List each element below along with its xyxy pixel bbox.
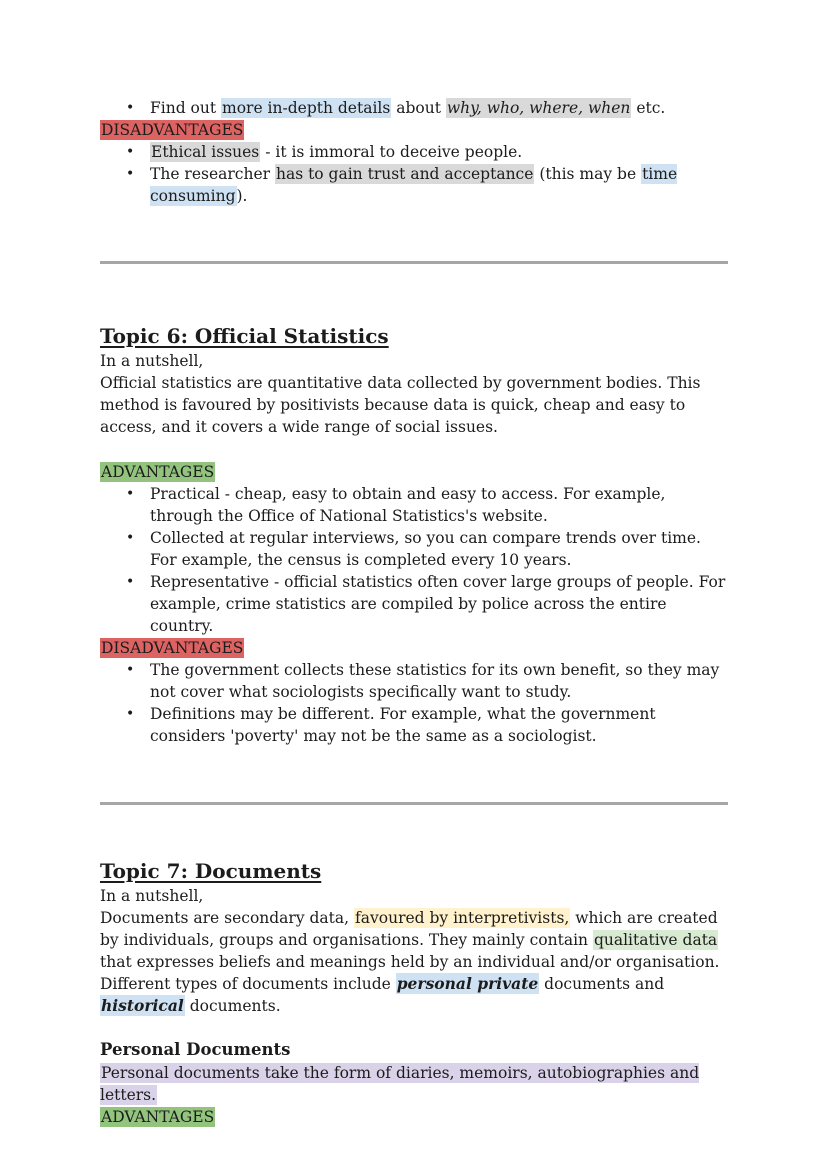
text-content: [100, 1040, 290, 1059]
text-content: [150, 529, 701, 569]
text-run: Practical - cheap, easy to obtain and easy to access. For example, through the Office of National Statistics's website.: [150, 485, 666, 525]
text-content: [100, 887, 203, 905]
text-content: [150, 485, 665, 525]
bullet-item: [100, 163, 728, 207]
text-content: [100, 462, 215, 482]
text-content: [100, 1063, 699, 1105]
text-run: Definitions may be different. For example, what the government considers 'poverty' may not be the same as a sociologist.: [150, 705, 656, 745]
text-run: ).: [236, 187, 248, 205]
text-content: [100, 859, 321, 883]
text-content: [150, 142, 522, 162]
text-run: Official statistics are quantitative data collected by government bodies. This method is favoured by positivists because data is quick, cheap and easy to access, and it covers a wide range of social issues.: [100, 374, 701, 436]
bullet-icon: •: [126, 144, 135, 160]
bullet-item: [100, 527, 728, 571]
spacer: [100, 264, 728, 322]
highlighted-text: time consuming: [150, 165, 678, 205]
sub-heading: [100, 1038, 728, 1062]
highlighted-text: Personal documents take the form of diaries, memoirs, autobiographies and letters.: [100, 1064, 700, 1104]
text-run: The researcher: [150, 165, 275, 183]
bullet-item: [100, 659, 728, 703]
bullet-item: [100, 571, 728, 637]
text-content: [150, 98, 665, 118]
spacer: [100, 438, 728, 461]
highlighted-text: favoured by interpretivists,: [355, 909, 570, 927]
section-label: [100, 119, 728, 141]
document-content: [100, 97, 728, 1128]
text-content: [100, 638, 244, 658]
text-run: documents and: [539, 975, 665, 993]
bullet-item: [100, 141, 728, 163]
bullet-item: [100, 483, 728, 527]
text-content: [100, 324, 389, 348]
bullet-icon: •: [126, 706, 135, 722]
text-run: about: [391, 99, 446, 117]
paragraph-line: [100, 885, 728, 907]
section-label: [100, 461, 728, 483]
text-content: [100, 352, 203, 370]
bullet-icon: •: [126, 574, 135, 590]
text-run: (this may be: [534, 165, 642, 183]
highlighted-text: personal private: [396, 974, 539, 993]
spacer: [100, 207, 728, 261]
text-run: Documents are secondary data,: [100, 909, 355, 927]
text-run: In a nutshell,: [100, 887, 204, 905]
text-run: In a nutshell,: [100, 352, 204, 370]
text-run: Personal Documents: [100, 1040, 291, 1059]
bullet-icon: •: [126, 100, 135, 116]
text-content: [100, 1107, 215, 1127]
text-content: [100, 374, 700, 436]
paragraph-line: [100, 907, 728, 1017]
highlighted-text: DISADVANTAGES: [101, 121, 244, 139]
spacer: [100, 747, 728, 802]
text-run: The government collects these statistics for its own benefit, so they may not cover what sociologists specifically want to study.: [150, 661, 720, 701]
highlighted-text: DISADVANTAGES: [101, 639, 244, 657]
highlighted-text: more in-depth details: [222, 99, 391, 117]
highlighted-text: why, who, where, when: [446, 99, 631, 117]
text-run: that expresses beliefs and meanings held by an individual and/or organisation. Different types of documents include: [100, 953, 720, 993]
text-content: [150, 661, 719, 701]
text-run: Topic 6: Official Statistics: [100, 324, 389, 348]
text-run: Find out: [150, 99, 222, 117]
paragraph-line: [100, 1062, 728, 1106]
text-content: [100, 909, 720, 1015]
text-run: which are created by individuals, groups and organisations. They mainly contain: [100, 909, 718, 949]
section-label: [100, 637, 728, 659]
text-content: [100, 120, 244, 140]
text-content: [150, 573, 725, 635]
highlighted-text: ADVANTAGES: [101, 463, 215, 481]
bullet-icon: •: [126, 662, 135, 678]
text-content: [150, 705, 656, 745]
highlighted-text: Ethical issues: [151, 143, 260, 161]
text-run: Representative - official statistics often cover large groups of people. For example, crime statistics are compiled by police across the entire country.: [150, 573, 726, 635]
highlighted-text: historical: [101, 996, 184, 1015]
highlighted-text: has to gain trust and acceptance: [275, 165, 534, 183]
bullet-icon: •: [126, 486, 135, 502]
bullet-icon: •: [126, 530, 135, 546]
topic-heading: [100, 322, 728, 350]
bullet-item: [100, 97, 728, 119]
section-label: [100, 1106, 728, 1128]
text-run: Collected at regular interviews, so you can compare trends over time. For example, the census is completed every 10 years.: [150, 529, 701, 569]
text-run: Topic 7: Documents: [100, 859, 322, 883]
highlighted-text: ADVANTAGES: [101, 1108, 215, 1126]
paragraph-line: [100, 372, 728, 438]
topic-heading: [100, 857, 728, 885]
text-run: etc.: [631, 99, 666, 117]
text-content: [150, 164, 677, 206]
bullet-icon: •: [126, 166, 135, 182]
paragraph-line: [100, 350, 728, 372]
bullet-item: [100, 703, 728, 747]
highlighted-text: qualitative data: [593, 931, 718, 949]
text-run: documents.: [184, 997, 281, 1015]
text-run: - it is immoral to deceive people.: [260, 143, 523, 161]
spacer: [100, 805, 728, 857]
spacer: [100, 1017, 728, 1038]
